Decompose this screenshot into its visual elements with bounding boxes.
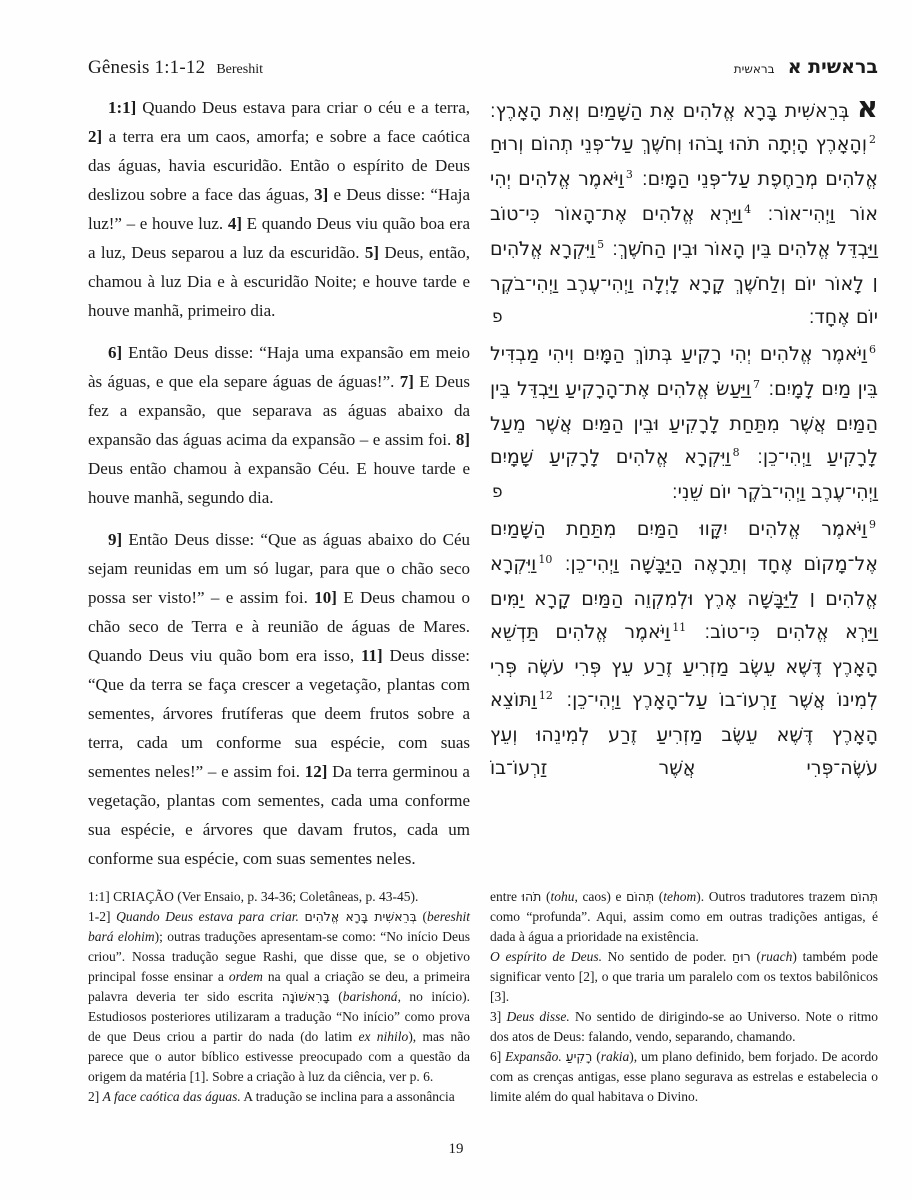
italic-text: Quando Deus estava para criar. [116, 909, 299, 924]
italic-text: Deus disse. [506, 1009, 570, 1024]
hebrew-page-title: בראשית א [787, 56, 878, 78]
body-text: Deus, então, chamou à luz Dia e à escuridão Noite; e houve tarde e houve manhã, primeiro dia. [88, 243, 470, 320]
footnote [88, 907, 470, 1087]
italic-text: bereshit bará elohim [88, 909, 471, 944]
page-header [88, 56, 878, 79]
italic-text: ruach [760, 949, 793, 964]
body-text: ( [592, 1049, 601, 1064]
hebrew-inline-text: תֹהוּ [521, 889, 542, 904]
header-left [88, 57, 263, 79]
hebrew-verse-number: 4 [744, 203, 752, 216]
footnote [88, 887, 470, 907]
body-text: 6] [490, 1049, 506, 1064]
body-text: E Deus chamou o chão seco de Terra e à reunião de águas de Mares. Quando Deus viu quão bom era isso, [88, 588, 470, 665]
parashah-name-latin: Bereshit [216, 62, 263, 77]
hebrew-column [490, 90, 879, 886]
portuguese-paragraph [88, 93, 470, 325]
italic-text: O espírito de Deus. [490, 949, 602, 964]
verse-number-label: 7] [399, 372, 414, 391]
portuguese-column [88, 93, 470, 886]
footnotes-left-column [88, 887, 470, 1107]
hebrew-verse-number: 9 [869, 518, 876, 531]
body-text: No sentido de dirigindo-se ao Universo. Note o ritmo dos atos de Deus: falando, vendo, separando, chamando. [490, 1009, 879, 1044]
hebrew-verse-number: 12 [538, 689, 553, 702]
body-text: ), um plano definido, bem forjado. De acordo com as crenças antigas, esse plano segurava as estrelas e estabelecia o limite além do qual habitava o Divino. [490, 1049, 878, 1104]
hebrew-inline-text: רָקִיעַ [565, 1049, 593, 1064]
hebrew-verse-number: 2 [869, 133, 876, 146]
hebrew-verse-block: $^9$וַיֹּאמֶר אֱלֹהִים יִקָּווּ הַמַּיִם מִתַּחַת הַשָּׁמַיִם אֶל־מָקוֹם אֶחָד וְתֵרָאֶה הַיַּבָּשָׁה וַיְהִי־כֵן׃ $^{10}$וַיִּקְרָא אֱלֹהִים ׀ לַיַּבָּשָׁה אֶרֶץ וּלְמִקְוֵה הַמַּיִם קָרָא יַמִּים וַיַּרְא אֱלֹהִים כִּי־טוֹב׃ $^{11}$וַיֹּאמֶר אֱלֹהִים תַּדְשֵׁא הָאָרֶץ דֶּשֶׁא עֵשֶׂב מַזְרִיעַ זֶרַע עֵץ פְּרִי עֹשֶׂה פְּרִי לְמִינוֹ אֲשֶׁר זַרְעוֹ־בוֹ עַל־הָאָרֶץ וַיְהִי־כֵן׃ $^{12}$וַתּוֹצֵא הָאָרֶץ דֶּשֶׁא עֵשֶׂב מַזְרִיעַ זֶרַע לְמִינֵהוּ וְעֵץ עֹשֶׂה־פְּרִי אֲשֶׁר זַרְעוֹ־בוֹ [490, 518, 878, 779]
chapter-letter: א [856, 90, 879, 124]
footnote [490, 947, 878, 1007]
hebrew-inline-text: תְּהוֹם [849, 889, 879, 904]
body-text: 2] [88, 1089, 103, 1104]
body-text: 1-2] [88, 909, 117, 924]
footnote [490, 1007, 878, 1047]
body-text: ). Outros tradutores trazem [696, 889, 850, 904]
verse-number-label: 9] [108, 530, 123, 549]
italic-text: rakia [600, 1049, 630, 1064]
body-text: E quando Deus viu quão boa era a luz, Deus separou a luz da escuridão. [88, 214, 470, 262]
verse-number-label: 1:1] [108, 98, 137, 117]
body-text: , no início). Estudiosos posteriores utilizaram a tradução “No início” como prova de que Deus criou a partir do nada (do latim [88, 989, 470, 1044]
body-text: ( [541, 889, 551, 904]
verse-number-label: 5] [364, 243, 380, 262]
hebrew-verse-number: 6 [869, 343, 876, 356]
hebrew-verse-number: 10 [538, 553, 553, 566]
body-text: E Deus fez a expansão, que separava as águas abaixo da expansão das águas acima da expansão – e assim foi. [88, 372, 470, 449]
verse-number-label: 12] [304, 762, 328, 781]
body-text: na qual a criação se deu, a primeira palavra deveria ter sido escrita [88, 969, 470, 1004]
footnotes-section [88, 887, 878, 1107]
hebrew-verse-number: 7 [752, 378, 760, 391]
body-text: e Deus disse: “Haja luz!” – e houve luz. [88, 185, 471, 233]
hebrew-inline-text: בָּרִאשׁוֹנָה [281, 989, 330, 1004]
verse-number-label: 11] [360, 646, 383, 665]
italic-text: barishoná [342, 989, 398, 1004]
body-text: No sentido de poder. [601, 949, 733, 964]
page-number: 19 [448, 1141, 464, 1157]
footnote [88, 1087, 470, 1107]
italic-text: Expansão. [505, 1049, 562, 1064]
body-text: , caos) e [574, 889, 627, 904]
italic-text: ordem [228, 969, 263, 984]
page-title: Gênesis 1:1-12 [88, 57, 206, 78]
parashah-pe-marker: פ [492, 307, 503, 327]
hebrew-verse-number: 11 [672, 621, 687, 634]
body-text: ( [654, 889, 664, 904]
body-text: ), mas não parece que o autor bíblico estivesse preocupado com a questão da origem da matéria [1]. Sobre a criação à luz da ciência, ver p. 6. [88, 1029, 470, 1084]
hebrew-verse-block: א בְּרֵאשִׁית בָּרָא אֱלֹהִים אֵת הַשָּׁמַיִם וְאֵת הָאָרֶץ׃ $^2$וְהָאָרֶץ הָיְתָה תֹהוּ וָבֹהוּ וְחֹשֶׁךְ עַל־פְּנֵי תְהוֹם וְרוּחַ אֱלֹהִים מְרַחֶפֶת עַל־פְּנֵי הַמָּיִם׃ $^3$וַיֹּאמֶר אֱלֹהִים יְהִי אוֹר וַיְהִי־אוֹר׃ $^4$וַיַּרְא אֱלֹהִים אֶת־הָאוֹר כִּי־טוֹב וַיַּבְדֵּל אֱלֹהִים בֵּין הָאוֹר וּבֵין הַחֹשֶׁךְ׃ $^5$וַיִּקְרָא אֱלֹהִים ׀ לָאוֹר יוֹם וְלַחֹשֶׁךְ קָרָא לָיְלָה וַיְהִי־עֶרֶב וַיְהִי־בֹקֶר יוֹם אֶחָד׃ פ [490, 93, 878, 334]
hebrew-inline-text: בְּרֵאשִׁית בָּרָא אֱלֹהִים [304, 909, 417, 924]
portuguese-paragraph [88, 338, 470, 512]
verse-number-label: 4] [227, 214, 243, 233]
footnotes-right-column [490, 887, 878, 1107]
verse-number-label: 6] [108, 343, 123, 362]
body-text: 1:1] CRIAÇÃO (Ver Ensaio, p. 34-36; Coletâneas, p. 43-45). [88, 889, 419, 904]
body-text: ( [416, 909, 428, 924]
body-text: Então Deus disse: “Haja uma expansão em meio às águas, e que ela separe águas de águas!”. [88, 343, 470, 391]
header-right [734, 56, 878, 78]
body-text: A tradução se inclina para a assonância [240, 1089, 455, 1104]
italic-text: tohu [550, 889, 575, 904]
verse-number-label: 2] [88, 127, 103, 146]
parashah-pe-marker: פ [492, 482, 503, 502]
main-content [88, 90, 879, 887]
body-text: ( [750, 949, 761, 964]
portuguese-paragraph [88, 525, 470, 873]
italic-text: A face caótica das águas. [102, 1089, 241, 1104]
hebrew-verse-block: $^6$וַיֹּאמֶר אֱלֹהִים יְהִי רָקִיעַ בְּתוֹךְ הַמָּיִם וִיהִי מַבְדִּיל בֵּין מַיִם לָמָיִם׃ $^7$וַיַּעַשׂ אֱלֹהִים אֶת־הָרָקִיעַ וַיַּבְדֵּל בֵּין הַמַּיִם אֲשֶׁר מִתַּחַת לָרָקִיעַ וּבֵין הַמַּיִם אֲשֶׁר מֵעַל לָרָקִיעַ וַיְהִי־כֵן׃ $^8$וַיִּקְרָא אֱלֹהִים לָרָקִיעַ שָׁמָיִם וַיְהִי־עֶרֶב וַיְהִי־בֹקֶר יוֹם שֵׁנִי׃ פ [490, 338, 878, 509]
body-text: ( [329, 989, 343, 1004]
hebrew-verse-number: 8 [732, 446, 740, 459]
footnote [490, 887, 878, 947]
body-text: a terra era um caos, amorfa; e sobre a face caótica das águas, havia escuridão. Então o espírito de Deus deslizou sobre a face das águas, [88, 127, 470, 204]
hebrew-verse-number: 3 [625, 168, 633, 181]
italic-text: ex nihilo [358, 1029, 409, 1044]
body-text: Deus então chamou à expansão Céu. E houve tarde e houve manhã, segundo dia. [88, 459, 470, 507]
parashah-name-hebrew: בראשית [733, 62, 775, 76]
body-text: Então Deus disse: “Que as águas abaixo do Céu sejam reunidas em um só lugar, para que o chão seco possa ser visto!” – e assim foi. [88, 530, 470, 607]
verse-number-label: 3] [314, 185, 329, 204]
verse-number-label: 8] [455, 430, 470, 449]
body-text: entre [490, 889, 522, 904]
hebrew-verse-number: 5 [597, 238, 605, 251]
hebrew-inline-text: תְּהוֹם [626, 889, 655, 904]
body-text: 3] [490, 1009, 507, 1024]
body-text: Deus disse: “Que da terra se faça crescer a vegetação, plantas com sementes, árvores frutíferas que deem frutos sobre a terra, cada um conforme sua espécie, com suas sementes neles!” – e assim foi. [88, 646, 470, 781]
hebrew-inline-text: רוּחַ [732, 949, 751, 964]
body-text: ) também pode significar vento [2], o que traria um paralelo com os textos babilônicos [3]. [490, 949, 879, 1004]
body-text: como “profunda”. Aqui, assim como em outras tradições antigas, é dada à água a prioridade na existência. [490, 909, 878, 944]
body-text: Da terra germinou a vegetação, plantas com sementes, cada uma conforme sua espécie, e árvores que davam frutos, cada um conforme sua espécie, com suas sementes neles. [88, 762, 470, 868]
italic-text: tehom [663, 889, 697, 904]
body-text: ); outras traduções apresentam-se como: “No início Deus criou”. Nossa tradução segue Rashi, que disse que, se o objetivo principal fosse ensinar a [88, 929, 470, 984]
body-text: Quando Deus estava para criar o céu e a terra, [136, 98, 470, 117]
verse-number-label: 10] [314, 588, 337, 607]
footnote [490, 1047, 878, 1107]
